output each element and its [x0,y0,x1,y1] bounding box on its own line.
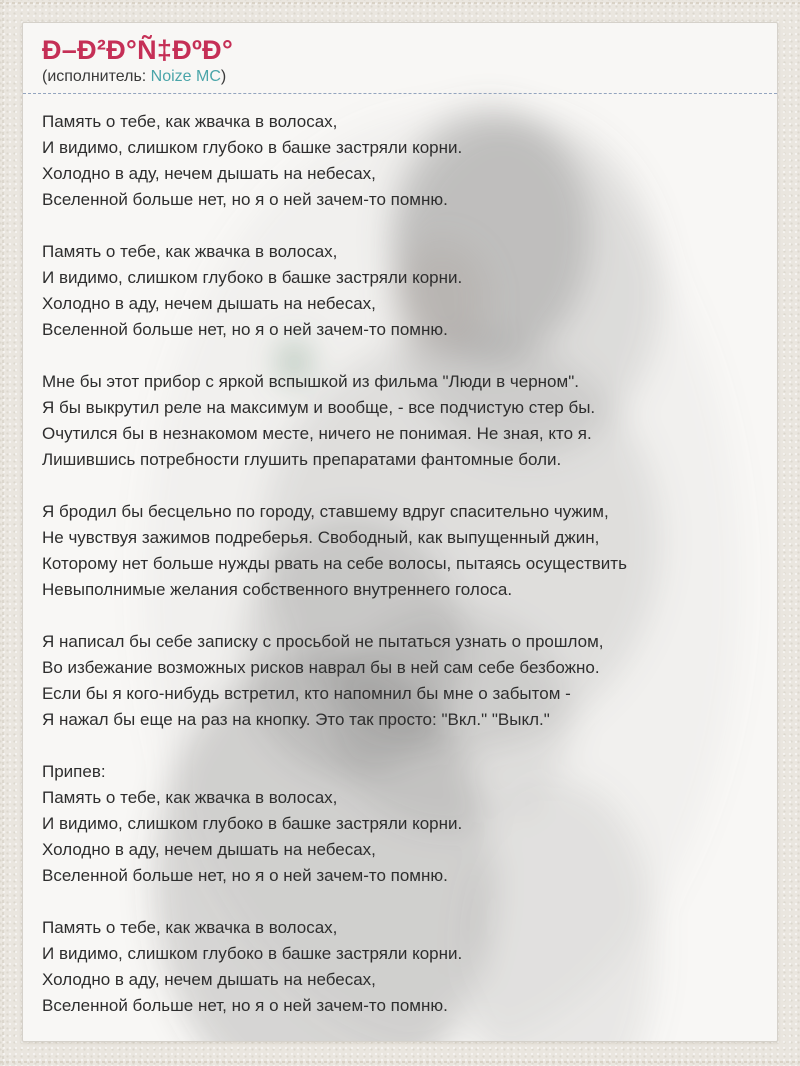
header [23,23,777,94]
lyric-line: Во избежание возможных рисков наврал бы в ней сам себе безбожно. [42,658,600,677]
background-texture-top-dots [0,2,800,4]
lyric-stanza [42,109,758,213]
lyric-line: И видимо, слишком глубоко в башке застряли корни. [42,138,463,157]
lyrics-card [22,22,778,1042]
lyric-line: Лишившись потребности глушить препаратами фантомные боли. [42,450,562,469]
background-texture-left-dots [2,0,4,1066]
background-texture-bottom-dots [0,1061,800,1063]
lyric-line: Я бы выкрутил реле на максимум и вообще, - все подчистую стер бы. [42,398,596,417]
lyric-line: Вселенной больше нет, но я о ней зачем-то помню. [42,190,448,209]
lyric-stanza-chorus [42,759,758,889]
lyric-stanza [42,629,758,733]
lyric-line: Холодно в аду, нечем дышать на небесах, [42,840,376,859]
lyric-line: Мне бы этот прибор с яркой вспышкой из фильма "Люди в черном". [42,372,579,391]
lyric-line: Не чувствуя зажимов подреберья. Свободный, как выпущенный джин, [42,528,600,547]
lyric-line: Я написал бы себе записку с просьбой не пытаться узнать о прошлом, [42,632,604,651]
lyric-line: Невыполнимые желания собственного внутреннего голоса. [42,580,513,599]
lyric-line: Очутился бы в незнакомом месте, ничего не понимая. Не зная, кто я. [42,424,592,443]
artist-label: (исполнитель: [42,68,151,85]
lyric-line: Которому нет больше нужды рвать на себе волосы, пытаясь осуществить [42,554,627,573]
lyric-stanza [42,915,758,1019]
lyric-line: Вселенной больше нет, но я о ней зачем-то помню. [42,996,448,1015]
lyric-line: Холодно в аду, нечем дышать на небесах, [42,164,376,183]
song-title: Ð–Ð²Ð°Ñ‡ÐºÐ° [42,35,234,65]
lyric-line: Память о тебе, как жвачка в волосах, [42,918,338,937]
lyric-stanza [42,239,758,343]
lyric-line: И видимо, слишком глубоко в башке застряли корни. [42,268,463,287]
artist-line [42,67,758,87]
card-content [23,23,777,1019]
lyric-line: Я нажал бы еще на раз на кнопку. Это так просто: "Вкл." "Выкл." [42,710,550,729]
lyric-line: И видимо, слишком глубоко в башке застряли корни. [42,814,463,833]
lyric-line: И видимо, слишком глубоко в башке застряли корни. [42,944,463,963]
lyric-line: Если бы я кого-нибудь встретил, кто напомнил бы мне о забытом - [42,684,571,703]
lyric-line: Память о тебе, как жвачка в волосах, [42,242,338,261]
lyric-line: Память о тебе, как жвачка в волосах, [42,788,338,807]
artist-link[interactable]: Noize MC [150,68,221,85]
lyric-line: Холодно в аду, нечем дышать на небесах, [42,970,376,989]
lyrics-text [23,94,777,1019]
lyric-line: Вселенной больше нет, но я о ней зачем-то помню. [42,320,448,339]
chorus-label: Припев: [42,762,106,781]
lyric-stanza [42,499,758,603]
artist-line-close: ) [220,68,227,85]
lyric-stanza [42,369,758,473]
lyric-line: Вселенной больше нет, но я о ней зачем-то помню. [42,866,448,885]
lyric-line: Холодно в аду, нечем дышать на небесах, [42,294,376,313]
lyric-line: Память о тебе, как жвачка в волосах, [42,112,338,131]
lyric-line: Я бродил бы бесцельно по городу, ставшему вдруг спасительно чужим, [42,502,609,521]
